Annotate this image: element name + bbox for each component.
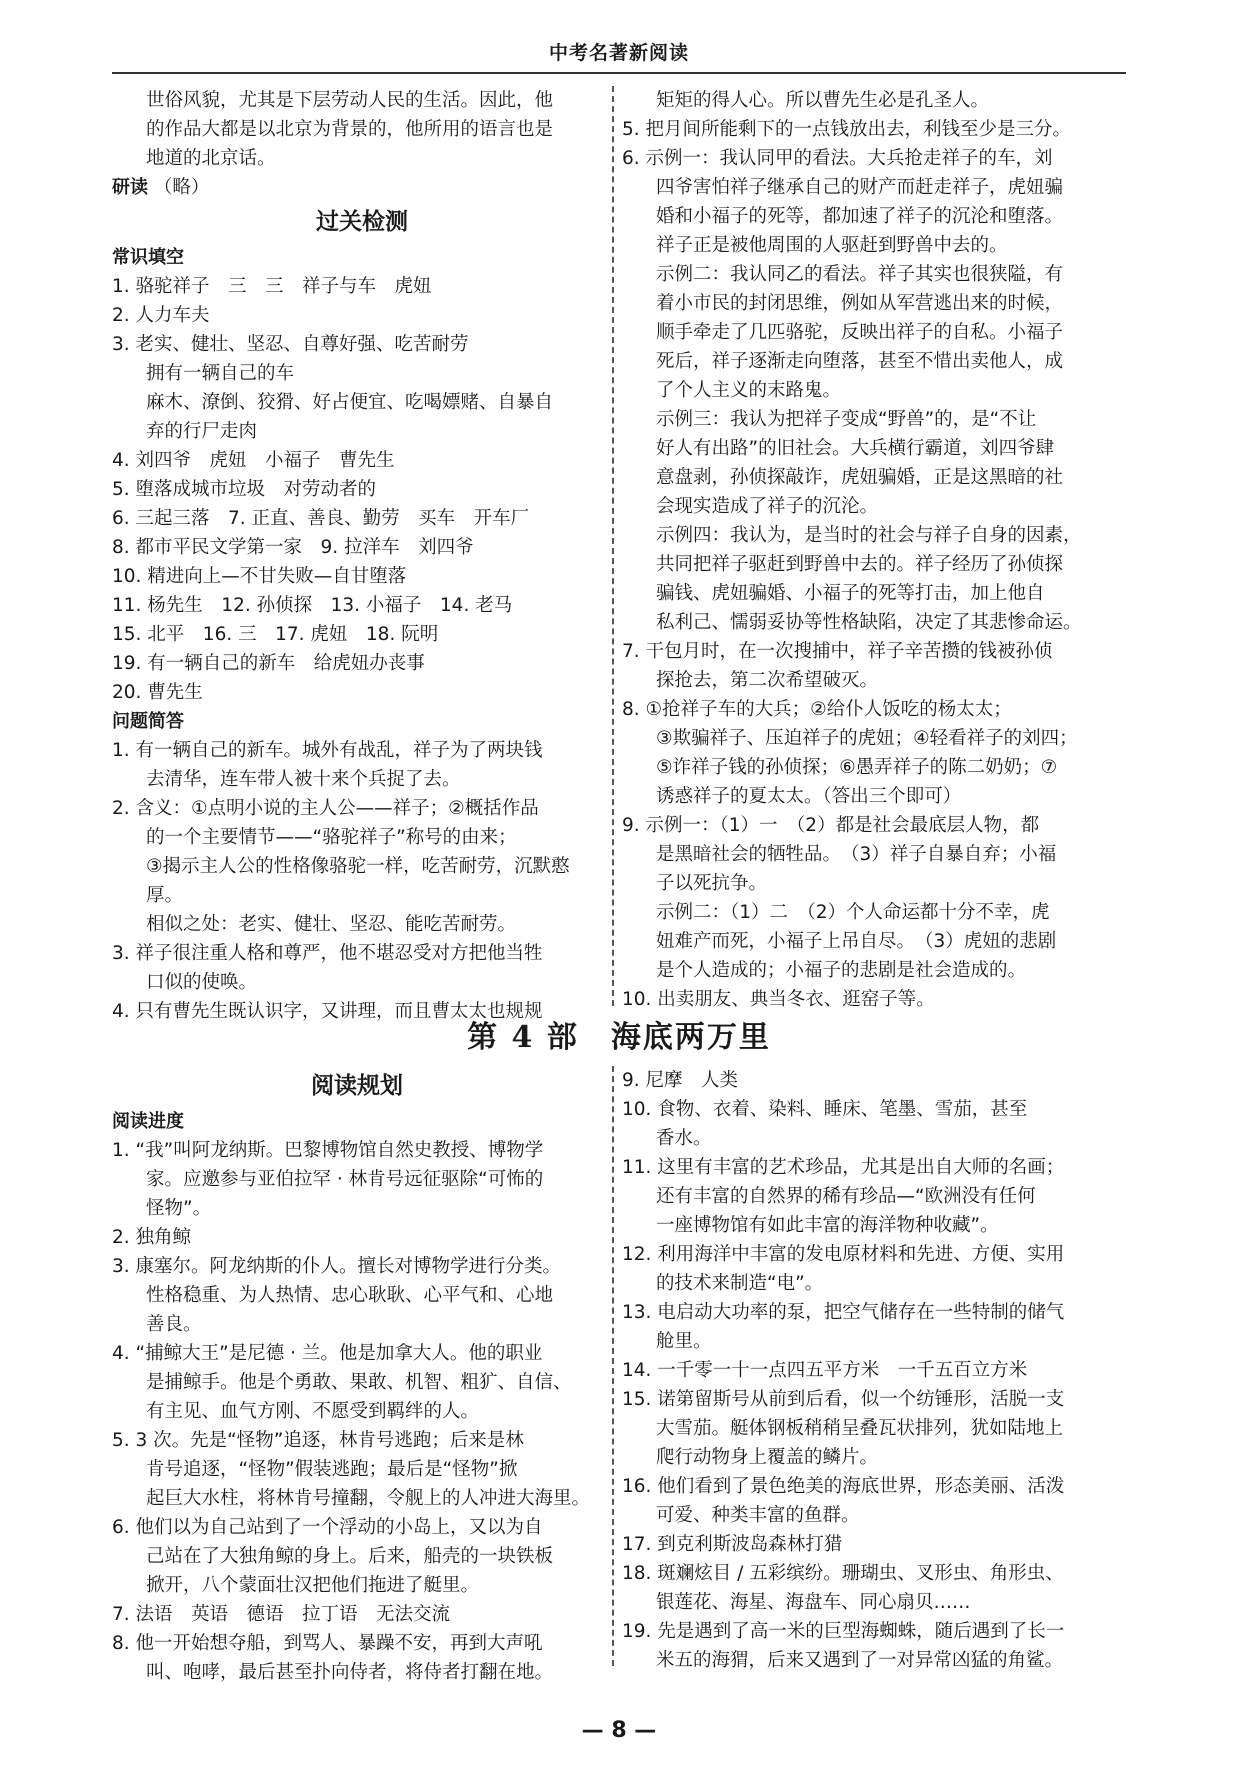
answer-line: 诱惑祥子的夏太太。（答出三个即可） [656,786,962,807]
subheading-qa: 问题简答 [112,711,184,732]
progress-line: 7. 法语 英语 德语 拉丁语 无法交流 [112,1604,451,1625]
progress-line: 是捕鲸手。他是个勇敢、果敢、机智、粗犷、自信、 [146,1372,572,1393]
qa-line: 4. 只有曹先生既认识字，又讲理，而且曹太太也规规 [112,1001,543,1022]
answer-line: 祥子正是被他周围的人驱赶到野兽中去的。 [656,235,1008,256]
fill-line: 19. 有一辆自己的新车 给虎妞办丧事 [112,653,425,674]
right-column-upper [622,86,1130,1014]
progress-line: 叫、咆哮，最后甚至扑向侍者，将侍者打翻在地。 [146,1662,554,1683]
progress-line: 米五的海猬，后来又遇到了一对异常凶猛的角鲨。 [656,1650,1064,1671]
fill-line: 2. 人力车夫 [112,305,210,326]
progress-line: 性格稳重、为人热情、忠心耿耿、心平气和、心地 [146,1285,554,1306]
answer-line: 好人有出路”的旧社会。大兵横行霸道，刘四爷肆 [656,438,1055,459]
running-header: 中考名著新阅读 [112,38,1126,74]
progress-line: 9. 尼摩 人类 [622,1070,739,1091]
progress-line: 3. 康塞尔。阿龙纳斯的仆人。擅长对博物学进行分类。 [112,1256,562,1277]
subheading-fill: 常识填空 [112,247,184,268]
fill-line: 20. 曹先生 [112,682,203,703]
research-label: 研读 [112,177,148,198]
fill-line: 5. 堕落成城市垃圾 对劳动者的 [112,479,377,500]
fill-line: 弃的行尸走肉 [146,421,258,442]
progress-line: 一座博物馆有如此丰富的海洋物种收藏”。 [656,1215,999,1236]
progress-line: 家。应邀参与亚伯拉罕 · 林肯号远征驱除“可怖的 [146,1169,544,1190]
fill-line: 6. 三起三落 7. 正直、善良、勤劳 买车 开车厂 [112,508,530,529]
progress-line: 16. 他们看到了景色绝美的海底世界，形态美丽、活泼 [622,1476,1065,1497]
answer-line: 着小市民的封闭思维，例如从军营逃出来的时候， [656,293,1064,314]
progress-line: 银莲花、海星、海盘车、同心扇贝…… [656,1592,971,1613]
answer-line: 5. 把月间所能剩下的一点钱放出去，利钱至少是三分。 [622,119,1072,140]
progress-line: 有主见、血气方刚、不愿受到羁绊的人。 [146,1401,480,1422]
qa-line: 1. 有一辆自己的新车。城外有战乱，祥子为了两块钱 [112,740,543,761]
answer-line: 7. 干包月时，在一次搜捕中，祥子辛苦攒的钱被孙侦 [622,641,1053,662]
fill-line: 10. 精进向上—不甘失败—自甘堕落 [112,566,407,587]
answer-line: 8. ①抢祥子车的大兵；②给仆人饭吃的杨太太； [622,699,1012,720]
progress-line: 香水。 [656,1128,712,1149]
intro-line: 地道的北京话。 [146,148,276,169]
part-title: 第 4 部 海底两万里 [467,1020,771,1055]
answer-line: 示例三：我认为把祥子变成“野兽”的，是“不让 [656,409,1037,430]
progress-line: 18. 斑斓炫目 / 五彩缤纷。珊瑚虫、叉形虫、角形虫、 [622,1563,1064,1584]
answer-line: 示例二：我认同乙的看法。祥子其实也很狭隘，有 [656,264,1064,285]
answer-line: 示例四：我认为，是当时的社会与祥子自身的因素， [656,525,1082,546]
answer-line: 探抢去，第二次希望破灭。 [656,670,879,691]
qa-line: 厚。 [146,885,184,906]
qa-line: 2. 含义：①点明小说的主人公——祥子；②概括作品 [112,798,539,819]
qa-line: 的一个主要情节——“骆驼祥子”称号的由来； [146,827,517,848]
answer-line: 顺手牵走了几匹骆驼，反映出祥子的自私。小福子 [656,322,1064,343]
progress-line: 17. 到克利斯波岛森林打猎 [622,1534,843,1555]
fill-line: 麻木、潦倒、狡猾、好占便宜、吃喝嫖赌、自暴自 [146,392,554,413]
section-title-plan: 阅读规划 [311,1073,403,1099]
progress-line: 6. 他们以为自己站到了一个浮动的小岛上，又以为自 [112,1517,543,1538]
progress-line: 还有丰富的自然界的稀有珍品—“欧洲没有任何 [656,1186,1036,1207]
right-column-lower [622,1066,1130,1675]
progress-line: 14. 一千零一十一点四五平方米 一千五百立方米 [622,1360,1028,1381]
qa-line: ③揭示主人公的性格像骆驼一样，吃苦耐劳，沉默憨 [146,856,570,877]
answer-line: 骗钱、虎妞骗婚、小福子的死等打击，加上他自 [656,583,1045,604]
answer-line: 10. 出卖朋友、典当冬衣、逛窑子等。 [622,989,935,1010]
progress-line: 11. 这里有丰富的艺术珍品，尤其是出自大师的名画； [622,1157,1065,1178]
research-text: （略） [153,177,210,198]
answer-line: 婚和小福子的死等，都加速了祥子的沉沦和堕落。 [656,206,1064,227]
answer-line: 了个人主义的末路鬼。 [656,380,842,401]
progress-line: 怪物”。 [146,1198,212,1219]
fill-line: 1. 骆驼祥子 三 三 祥子与车 虎妞 [112,276,432,297]
answer-line: 9. 示例一：（1）一 （2）都是社会最底层人物，都 [622,815,1040,836]
progress-line: 15. 诺第留斯号从前到后看，似一个纺锤形，活脱一支 [622,1389,1065,1410]
answer-line: 意盘剥，孙侦探敲诈，虎妞骗婚，正是这黑暗的社 [656,467,1064,488]
progress-line: 爬行动物身上覆盖的鳞片。 [656,1447,879,1468]
qa-line: 3. 祥子很注重人格和尊严，他不堪忍受对方把他当牲 [112,943,543,964]
answer-line: 私利己、懦弱妥协等性格缺陷，决定了其悲惨命运。 [656,612,1082,633]
section-title-checks: 过关检测 [316,209,408,235]
left-column-upper [112,86,612,1026]
column-divider-lower [612,1066,614,1666]
progress-line: 19. 先是遇到了高一米的巨型海蜘蛛，随后遇到了长一 [622,1621,1065,1642]
answer-line: 矩矩的得人心。所以曹先生必是孔圣人。 [656,90,990,111]
progress-line: 2. 独角鲸 [112,1227,192,1248]
research-row [112,173,612,202]
progress-line: 起巨大水柱，将林肯号撞翻，令舰上的人冲进大海里。 [146,1488,591,1509]
left-column-lower [112,1066,602,1687]
progress-line: 掀开，八个蒙面壮汉把他们拖进了艇里。 [146,1575,480,1596]
qa-line: 口似的使唤。 [146,972,258,993]
fill-line: 15. 北平 16. 三 17. 虎妞 18. 阮明 [112,624,439,645]
answer-line: 四爷害怕祥子继承自己的财产而赶走祥子，虎妞骗 [656,177,1064,198]
progress-line: 的技术来制造“电”。 [656,1273,824,1294]
answer-line: 示例二：（1）二 （2）个人命运都十分不幸，虎 [656,902,1050,923]
progress-line: 13. 电启动大功率的泵，把空气储存在一些特制的储气 [622,1302,1065,1323]
fill-line: 3. 老实、健壮、坚忍、自尊好强、吃苦耐劳 [112,334,469,355]
fill-line: 11. 杨先生 12. 孙侦探 13. 小福子 14. 老马 [112,595,513,616]
column-divider-upper [612,86,614,1006]
progress-line: 4. “捕鲸大王”是尼德 · 兰。他是加拿大人。他的职业 [112,1343,543,1364]
qa-line: 相似之处：老实、健壮、坚忍、能吃苦耐劳。 [146,914,517,935]
qa-line: 去清华，连车带人被十来个兵捉了去。 [146,769,461,790]
fill-line: 8. 都市平民文学第一家 9. 拉洋车 刘四爷 [112,537,474,558]
answer-line: 死后，祥子逐渐走向堕落，甚至不惜出卖他人，成 [656,351,1064,372]
progress-line: 己站在了大独角鲸的身上。后来，船壳的一块铁板 [146,1546,554,1567]
intro-line: 世俗风貌，尤其是下层劳动人民的生活。因此，他 [146,90,554,111]
page-number: — 8 — [581,1718,657,1743]
answer-line: ⑤诈祥子钱的孙侦探；⑥愚弄祥子的陈二奶奶；⑦ [656,757,1058,778]
intro-line: 的作品大都是以北京为背景的，他所用的语言也是 [146,119,554,140]
answer-line: 会现实造成了祥子的沉沦。 [656,496,879,517]
answer-line: 子以死抗争。 [656,873,768,894]
progress-line: 12. 利用海洋中丰富的发电原材料和先进、方便、实用 [622,1244,1065,1265]
progress-line: 舱里。 [656,1331,712,1352]
fill-line: 4. 刘四爷 虎妞 小福子 曹先生 [112,450,395,471]
progress-line: 善良。 [146,1314,202,1335]
answer-line: 是个人造成的；小福子的悲剧是社会造成的。 [656,960,1027,981]
progress-line: 肯号追逐，“怪物”假装逃跑；最后是“怪物”掀 [146,1459,518,1480]
answer-line: ③欺骗祥子、压迫祥子的虎妞；④轻看祥子的刘四； [656,728,1078,749]
answer-line: 是黑暗社会的牺牲品。 （3）祥子自暴自弃；小福 [656,844,1057,865]
answer-line: 共同把祥子驱赶到野兽中去的。祥子经历了孙侦探 [656,554,1064,575]
progress-line: 大雪茄。艇体钢板稍稍呈叠瓦状排列，犹如陆地上 [656,1418,1064,1439]
progress-line: 10. 食物、衣着、染料、睡床、笔墨、雪茄，甚至 [622,1099,1028,1120]
progress-line: 8. 他一开始想夺船，到骂人、暴躁不安，再到大声吼 [112,1633,543,1654]
subheading-progress: 阅读进度 [112,1111,184,1132]
answer-line: 6. 示例一：我认同甲的看法。大兵抢走祥子的车，刘 [622,148,1053,169]
answer-line: 妞难产而死，小福子上吊自尽。 （3）虎妞的悲剧 [656,931,1057,952]
progress-line: 5. 3 次。先是“怪物”追逐，林肯号逃跑；后来是林 [112,1430,524,1451]
progress-line: 可爱、种类丰富的鱼群。 [656,1505,860,1526]
fill-line: 拥有一辆自己的车 [146,363,295,384]
progress-line: 1. “我”叫阿龙纳斯。巴黎博物馆自然史教授、博物学 [112,1140,544,1161]
